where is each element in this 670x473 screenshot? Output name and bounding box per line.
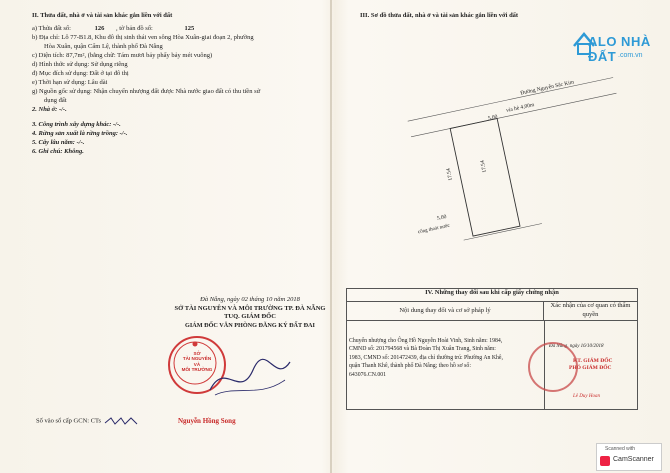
parcel-line bbox=[32, 25, 324, 34]
stamp-line-3: VÀ bbox=[193, 361, 201, 367]
changes-line: 1983, CMND số: 201472439, địa chỉ thường trú: Phường An Khê, bbox=[349, 354, 503, 361]
page-fold bbox=[330, 0, 332, 473]
signature-scribble-icon bbox=[205, 350, 295, 405]
road-name-label: Đường Nguyễn Sắc Kim bbox=[519, 79, 575, 97]
parcel-label: a) Thửa đất số: bbox=[32, 24, 71, 32]
sheet-number: 125 bbox=[184, 24, 195, 32]
changes-content bbox=[349, 337, 539, 379]
changes-title: IV. Những thay đổi sau khi cấp giấy chứng nhận bbox=[347, 289, 637, 302]
drain-line bbox=[464, 223, 542, 240]
diagram-section bbox=[360, 12, 660, 21]
scanner-brand: CamScanner bbox=[613, 456, 654, 463]
signer-name: Nguyễn Hồng Song bbox=[178, 417, 236, 425]
confirmation-stamp-icon bbox=[528, 342, 578, 392]
camscanner-logo-icon bbox=[600, 456, 610, 466]
note-line: 6. Ghi chú: Không. bbox=[32, 148, 84, 156]
authorization: TUQ. GIÁM ĐỐC bbox=[224, 313, 276, 321]
dim-top-label: 5.00 bbox=[487, 114, 499, 122]
serial-label: Số vào sổ cấp GCN: CTs bbox=[36, 417, 102, 425]
land-info-section bbox=[32, 12, 324, 157]
changes-table bbox=[346, 288, 638, 410]
address-line-2: Hòa Xuân, quận Cẩm Lệ, thành phố Đà Nẵng bbox=[44, 42, 163, 50]
dim-right-label: 17.54 bbox=[479, 159, 489, 174]
parcel-diagram bbox=[380, 70, 630, 270]
serial-handwritten-icon bbox=[103, 417, 143, 424]
parcel-number: 126 bbox=[94, 24, 105, 32]
issue-date: Đà Nẵng, ngày 02 tháng 10 năm 2018 bbox=[200, 296, 300, 303]
changes-line: quận Thanh Khê, thành phố Đà Nẵng; theo hồ sơ số: bbox=[349, 363, 471, 370]
changes-line: Chuyển nhượng cho Ông Hồ Nguyễn Hoài Vinh, Sinh năm: 1984, bbox=[349, 338, 503, 344]
confirm-signer: Lê Duy Hoan bbox=[573, 394, 600, 399]
use-purpose-line: đ) Mục đích sử dụng: Đất ở tại đô thị bbox=[32, 70, 129, 78]
section-iii-title: III. Sơ đồ thửa đất, nhà ở và tài sản khác gắn liền với đất bbox=[360, 12, 519, 19]
dim-bottom-label: 5.00 bbox=[436, 214, 448, 222]
changes-col1-header: Nội dung thay đổi và cơ sở pháp lý bbox=[347, 302, 544, 321]
changes-line: CMND số: 201794568 và Bà Đoàn Thị Xuân Trang, Sinh năm: bbox=[349, 346, 496, 353]
area-line: c) Diện tích: 87,7m², (bằng chữ: Tám mươi bảy phẩy bảy mét vuông) bbox=[32, 51, 213, 59]
issuing-org: SỞ TÀI NGUYÊN VÀ MÔI TRƯỜNG TP. ĐÀ NẴNG bbox=[174, 304, 326, 312]
sheet-label: , tờ bản đồ số: bbox=[115, 24, 153, 32]
stamp-line-1: SỞ bbox=[193, 351, 201, 356]
dim-left-label: 17.54 bbox=[445, 167, 455, 182]
serial-line bbox=[36, 416, 143, 426]
watermark-domain: .com.vn bbox=[618, 52, 643, 59]
changes-col2-header: Xác nhận của cơ quan có thẩm quyền bbox=[544, 302, 637, 321]
confirm-role: KT. GIÁM ĐỐC bbox=[573, 358, 613, 364]
section-ii-title: II. Thửa đất, nhà ở và tài sản khác gắn liền với đất bbox=[32, 12, 173, 19]
forest-line: 4. Rừng sản xuất là rừng trồng: -/-. bbox=[32, 130, 128, 138]
camscanner-badge bbox=[596, 443, 662, 471]
house-line: 2. Nhà ở: -/-. bbox=[32, 106, 67, 114]
confirm-role2: PHÓ GIÁM ĐỐC bbox=[569, 365, 612, 371]
sidewalk-label: vỉa hè 4,00m bbox=[505, 102, 535, 114]
scanner-caption: Scanned with bbox=[605, 446, 636, 452]
office-title: GIÁM ĐỐC VĂN PHÒNG ĐĂNG KÝ ĐẤT ĐAI bbox=[185, 321, 315, 329]
stamp-line-4: MÔI TRƯỜNG bbox=[181, 367, 213, 373]
use-form-line: d) Hình thức sử dụng: Sử dụng riêng bbox=[32, 60, 128, 68]
address-line: b) Địa chỉ: Lô 77-B1.8, Khu đô thị sinh thái ven sông Hòa Xuân-giai đoạn 2, phường bbox=[32, 33, 254, 41]
drain-label: cống thoát nước bbox=[417, 223, 451, 236]
signature-block bbox=[170, 296, 330, 330]
origin-line-2: dụng đất bbox=[44, 97, 67, 105]
origin-line: g) Nguồn gốc sử dụng: Nhận chuyển nhượng đất được Nhà nước giao đất có thu tiền sử bbox=[32, 88, 261, 96]
perennial-line: 5. Cây lâu năm: -/-. bbox=[32, 139, 85, 147]
use-term-line: e) Thời hạn sử dụng: Lâu dài bbox=[32, 79, 108, 87]
changes-line: 643076.CN.001 bbox=[349, 371, 387, 378]
construction-line: 3. Công trình xây dựng khác: -/-. bbox=[32, 121, 121, 129]
sidewalk-line bbox=[411, 93, 616, 137]
watermark-brand: ALO NHÀ ĐẤT bbox=[588, 34, 651, 64]
stamp-line-2: TÀI NGUYÊN bbox=[182, 356, 212, 362]
confirm-date: Đà Nẵng, ngày 16/10/2018 bbox=[549, 344, 604, 349]
parcel-outline bbox=[450, 119, 520, 237]
